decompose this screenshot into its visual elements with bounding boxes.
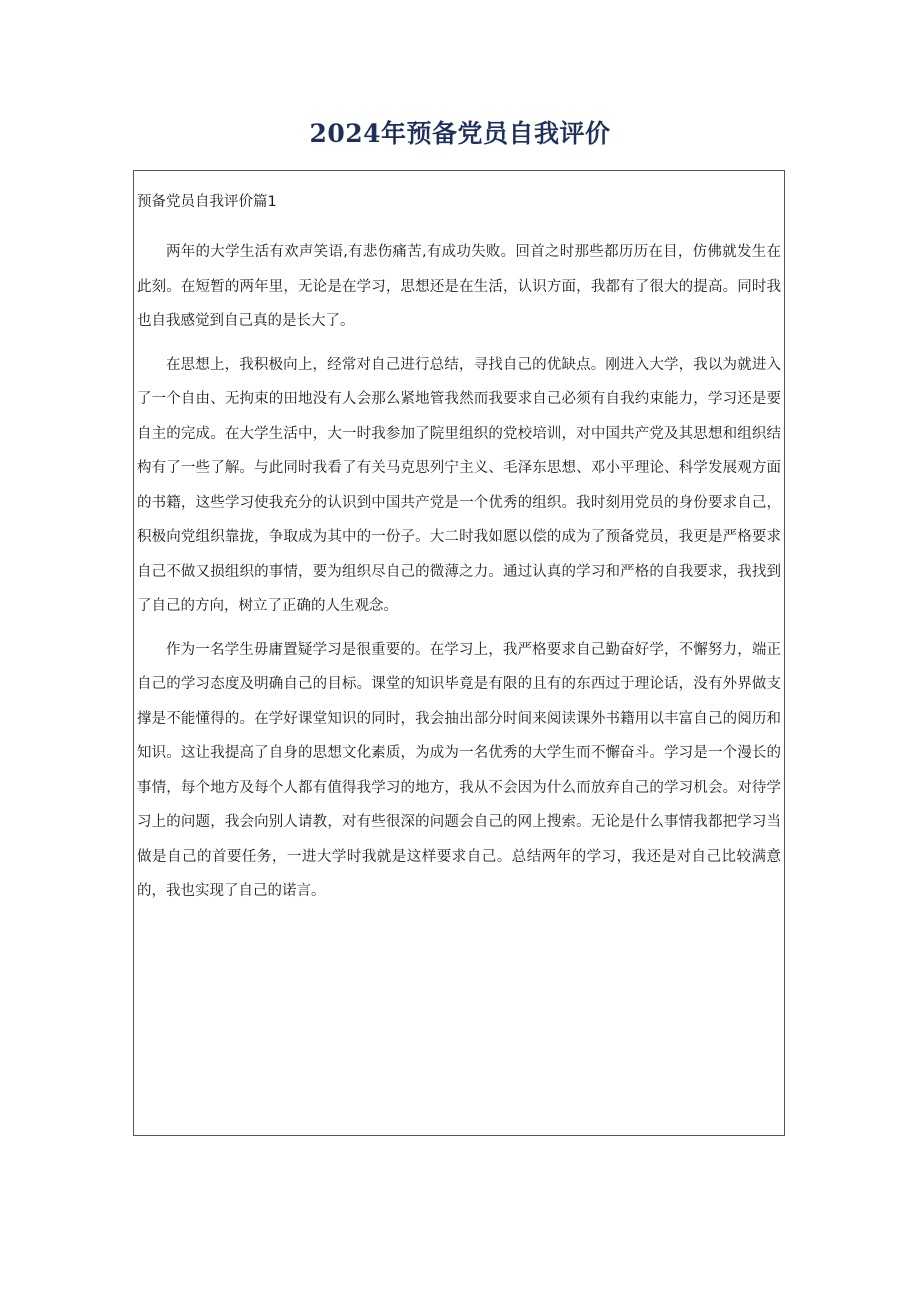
paragraph-2: 在思想上，我积极向上，经常对自己进行总结，寻找自己的优缺点。刚进入大学，我以为就进入了一个自由、无拘束的田地没有人会那么紧地管我然而我要求自己必须有自我约束能力，学习还是要自主的完成。在大学生活中，大一时我参加了院里组织的党校培训，对中国共产党及其思想和组织结构有了一些了解。与此同时我看了有关马克思列宁主义、毛泽东思想、邓小平理论、科学发展观方面的书籍，这些学习使我充分的认识到中国共产党是一个优秀的组织。我时刻用党员的身份要求自己，积极向党组织靠拢，争取成为其中的一份子。大二时我如愿以偿的成为了预备党员，我更是严格要求自己不做又损组织的事情，要为组织尽自己的微薄之力。通过认真的学习和严格的自我要求，我找到了自己的方向，树立了正确的人生观念。 [137, 356, 781, 614]
section-heading: 预备党员自我评价篇1 [137, 194, 277, 210]
paragraph-3: 作为一名学生毋庸置疑学习是很重要的。在学习上，我严格要求自己勤奋好学，不懈努力，端正自己的学习态度及明确自己的目标。课堂的知识毕竟是有限的且有的东西过于理论话，没有外界做支撑是不能懂得的。在学好课堂知识的同时，我会抽出部分时间来阅读课外书籍用以丰富自己的阅历和知识。这让我提高了自身的思想文化素质，为成为一名优秀的大学生而不懈奋斗。学习是一个漫长的事情，每个地方及每个人都有值得我学习的地方，我从不会因为什么而放弃自己的学习机会。对待学习上的问题，我会向别人请教，对有些很深的问题会自己的网上搜索。无论是什么事情我都把学习当做是自己的首要任务，一进大学时我就是这样要求自己。总结两年的学习，我还是对自己比较满意的，我也实现了自己的诺言。 [137, 641, 781, 899]
paragraph-1: 两年的大学生活有欢声笑语,有悲伤痛苦,有成功失败。回首之时那些都历历在目，仿佛就发生在此刻。在短暂的两年里，无论是在学习，思想还是在生活，认识方面，我都有了很大的提高。同时我也自我感觉到自己真的是长大了。 [137, 244, 781, 329]
content-box [133, 170, 785, 1136]
document-title: 2024年预备党员自我评价 [309, 119, 611, 148]
